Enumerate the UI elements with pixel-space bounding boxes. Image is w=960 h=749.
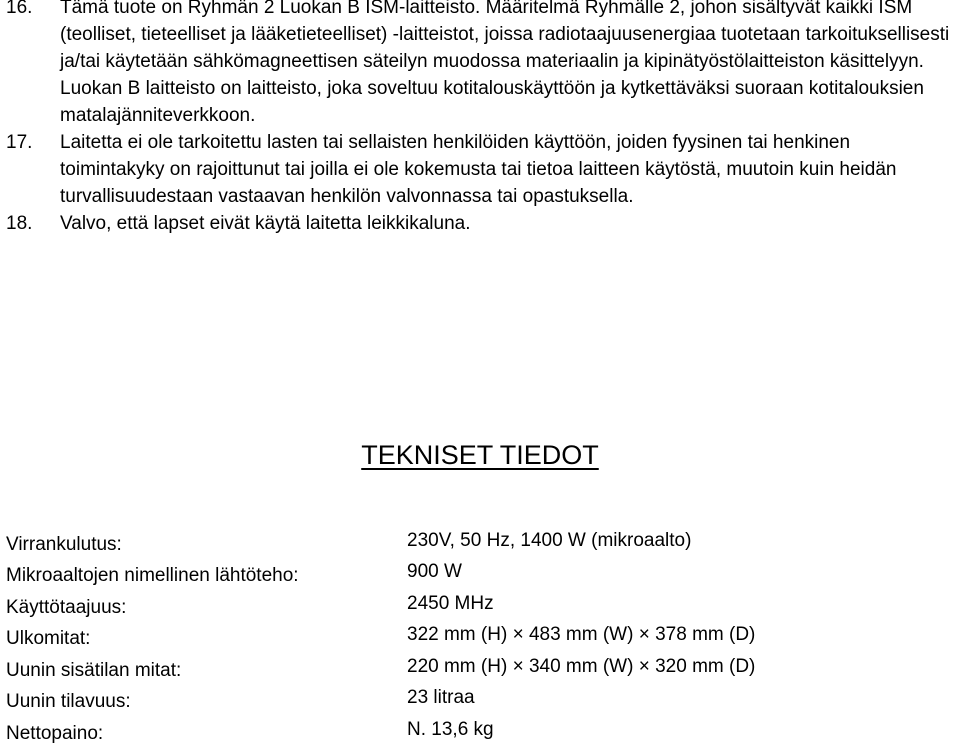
item-text: Valvo, että lapset eivät käytä laitetta leikkikaluna. bbox=[60, 213, 471, 234]
item-number: 18. bbox=[6, 213, 33, 234]
spec-row bbox=[6, 623, 956, 655]
item-text: Tämä tuote on Ryhmän 2 Luokan B ISM-laitteisto. Määritelmä Ryhmälle 2, johon sisältyvät kaikki ISM (teolliset, tieteelliset ja lääketieteelliset) -laitteistot, joissa radiotaajuusenergiaa tuotetaan tarkoituksellisesti ja/tai käytetään sähkömagneettisen säteilyn muodossa materiaalin ja kipinätyöstölaitteiston käsittelyyn. Luokan B laitteisto on laitteisto, joka soveltuu kotitalouskäyttöön ja kytkettäväksi suoraan kotitalouksien matalajänniteverkkoon. bbox=[60, 0, 950, 126]
list-item bbox=[6, 129, 956, 210]
spec-value: 230V, 50 Hz, 1400 W (mikroaalto) bbox=[407, 529, 692, 551]
spec-row bbox=[6, 528, 956, 560]
spec-row bbox=[6, 560, 956, 592]
item-number: 17. bbox=[6, 132, 33, 153]
spec-label: Uunin sisätilan mitat: bbox=[6, 659, 182, 681]
spec-value: 220 mm (H) × 340 mm (W) × 320 mm (D) bbox=[407, 655, 756, 677]
spec-value: 2450 MHz bbox=[407, 592, 494, 614]
spec-value: 322 mm (H) × 483 mm (W) × 378 mm (D) bbox=[407, 624, 756, 645]
safety-instructions-list bbox=[6, 0, 956, 237]
spec-row bbox=[6, 717, 956, 749]
spec-row bbox=[6, 591, 956, 623]
spec-label: Mikroaaltojen nimellinen lähtöteho: bbox=[6, 565, 299, 586]
technical-specs-table bbox=[6, 528, 956, 749]
spec-label: Käyttötaajuus: bbox=[6, 596, 127, 618]
spec-value: 23 litraa bbox=[407, 687, 475, 708]
list-item bbox=[6, 0, 956, 129]
spec-value: N. 13,6 kg bbox=[407, 718, 494, 740]
item-number: 16. bbox=[6, 0, 33, 18]
spec-label: Ulkomitat: bbox=[6, 628, 91, 649]
list-item bbox=[6, 210, 956, 237]
spec-row bbox=[6, 686, 956, 718]
technical-specs-heading: TEKNISET TIEDOT bbox=[361, 440, 599, 470]
item-text: Laitetta ei ole tarkoitettu lasten tai sellaisten henkilöiden käyttöön, joiden fyysinen tai henkinen toimintakyky on rajoittunut tai joilla ei ole kokemusta tai tietoa laitteen käytöstä, muutoin kuin heidän turvallisuudestaan vastaavan henkilön valvonnassa tai opastuksella. bbox=[60, 132, 897, 207]
spec-label: Uunin tilavuus: bbox=[6, 691, 131, 712]
spec-row bbox=[6, 654, 956, 686]
spec-label: Virrankulutus: bbox=[6, 533, 122, 555]
spec-value: 900 W bbox=[407, 561, 462, 582]
spec-label: Nettopaino: bbox=[6, 722, 104, 744]
